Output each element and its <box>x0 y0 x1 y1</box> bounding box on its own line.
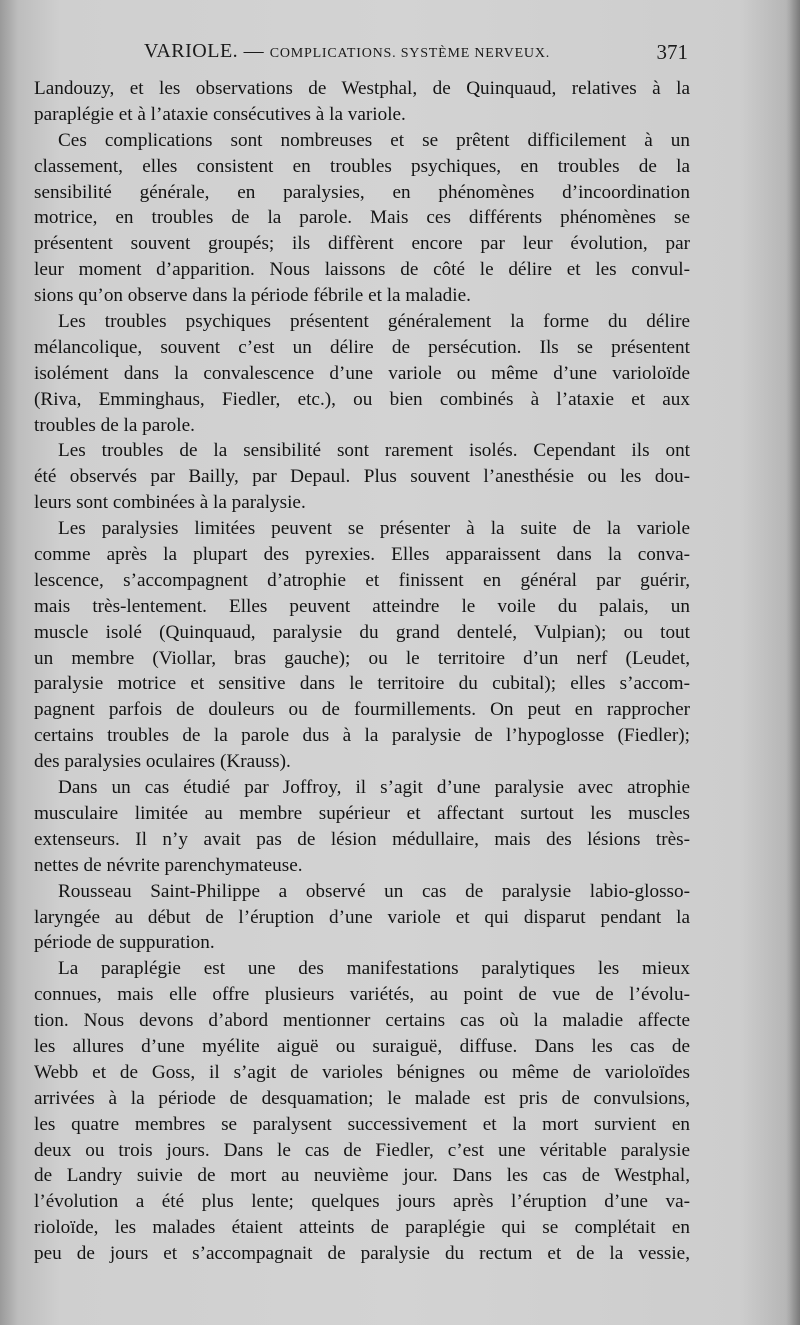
running-title-sub: COMPLICATIONS. SYSTÈME NERVEUX. <box>269 46 551 61</box>
text-line: (Riva, Emminghaus, Fiedler, etc.), ou bien combinés à l’ataxie et aux <box>34 388 690 410</box>
text-line: mais très-lentement. Elles peuvent atteindre le voile du palais, un <box>34 595 690 617</box>
text-line: paraplégie et à l’ataxie consécutives à la variole. <box>34 103 406 125</box>
text-line: sensibilité générale, en paralysies, en phénomènes d’incoordination <box>34 181 690 203</box>
text-line: de Landry suivie de mort au neuvième jour. Dans les cas de Westphal, <box>34 1165 690 1187</box>
text-line: leurs sont combinées à la paralysie. <box>34 492 306 514</box>
text-line: des paralysies oculaires (Krauss). <box>34 751 291 773</box>
text-line: sions qu’on observe dans la période fébrile et la maladie. <box>34 285 471 307</box>
text-line: Les troubles de la sensibilité sont rarement isolés. Cependant ils ont <box>58 440 690 462</box>
running-header <box>34 38 690 68</box>
text-line: été observés par Bailly, par Depaul. Plus souvent l’anesthésie ou les dou- <box>34 466 690 488</box>
text-line: deux ou trois jours. Dans le cas de Fiedler, c’est une véritable paralysie <box>34 1139 690 1161</box>
text-line: Dans un cas étudié par Joffroy, il s’agit d’une paralysie avec atrophie <box>58 777 690 799</box>
text-line: muscle isolé (Quinquaud, paralysie du grand dentelé, Vulpian); ou tout <box>34 621 690 643</box>
text-line: Les paralysies limitées peuvent se présenter à la suite de la variole <box>58 518 690 540</box>
running-title-main: VARIOLE. — <box>144 40 265 62</box>
text-line: période de suppuration. <box>34 932 215 954</box>
text-line: musculaire limitée au membre supérieur et affectant surtout les muscles <box>34 802 690 824</box>
text-line: rioloïde, les malades étaient atteints de paraplégie qui se complétait en <box>34 1217 690 1239</box>
text-line: un membre (Viollar, bras gauche); ou le territoire d’un nerf (Leudet, <box>34 647 690 669</box>
text-line: La paraplégie est une des manifestations paralytiques les mieux <box>58 958 690 980</box>
text-line: tion. Nous devons d’abord mentionner certains cas où la maladie affecte <box>34 1010 690 1032</box>
text-line: pagnent parfois de douleurs ou de fourmillements. On peut en rapprocher <box>34 699 690 721</box>
running-title <box>144 40 550 63</box>
text-line: certains troubles de la parole dus à la paralysie de l’hypoglosse (Fiedler); <box>34 725 690 747</box>
text-line: paralysie motrice et sensitive dans le territoire du cubital); elles s’accom- <box>34 673 690 695</box>
page-edge-shadow <box>786 0 800 1325</box>
text-line: connues, mais elle offre plusieurs variétés, au point de vue de l’évolu- <box>34 984 690 1006</box>
text-line: classement, elles consistent en troubles psychiques, en troubles de la <box>34 155 690 177</box>
text-line: motrice, en troubles de la parole. Mais ces différents phénomènes se <box>34 207 690 229</box>
text-line: Les troubles psychiques présentent généralement la forme du délire <box>58 311 690 333</box>
text-line: les allures d’une myélite aiguë ou suraiguë, diffuse. Dans les cas de <box>34 1035 690 1057</box>
text-line: l’évolution a été plus lente; quelques jours après l’éruption d’une va- <box>34 1191 690 1213</box>
page-number: 371 <box>656 40 688 64</box>
text-line: leur moment d’apparition. Nous laissons de côté le délire et les convul- <box>34 259 690 281</box>
text-line: Webb et de Goss, il s’agit de varioles bénignes ou même de varioloïdes <box>34 1061 690 1083</box>
text-line: peu de jours et s’accompagnait de paralysie du rectum et de la vessie, <box>34 1243 690 1265</box>
text-line: présentent souvent groupés; ils diffèrent encore par leur évolution, par <box>34 233 690 255</box>
text-line: arrivées à la période de desquamation; le malade est pris de convulsions, <box>34 1087 690 1109</box>
text-line: mélancolique, souvent c’est un délire de persécution. Ils se présentent <box>34 336 690 358</box>
text-line: les quatre membres se paralysent successivement et la mort survient en <box>34 1113 690 1135</box>
text-line: extenseurs. Il n’y avait pas de lésion médullaire, mais des lésions très- <box>34 828 690 850</box>
text-line: troubles de la parole. <box>34 414 195 436</box>
text-line: comme après la plupart des pyrexies. Elles apparaissent dans la conva- <box>34 544 690 566</box>
text-line: lescence, s’accompagnent d’atrophie et finissent en général par guérir, <box>34 569 690 591</box>
text-line: Ces complications sont nombreuses et se prêtent difficilement à un <box>58 129 690 151</box>
text-line: laryngée au début de l’éruption d’une variole et qui disparut pendant la <box>34 906 690 928</box>
text-line: isolément dans la convalescence d’une variole ou même d’une varioloïde <box>34 362 690 384</box>
body-text <box>34 76 690 1267</box>
text-line: nettes de névrite parenchymateuse. <box>34 854 303 876</box>
text-line: Landouzy, et les observations de Westphal, de Quinquaud, relatives à la <box>34 78 690 99</box>
text-line: Rousseau Saint-Philippe a observé un cas de paralysie labio-glosso- <box>58 880 690 902</box>
